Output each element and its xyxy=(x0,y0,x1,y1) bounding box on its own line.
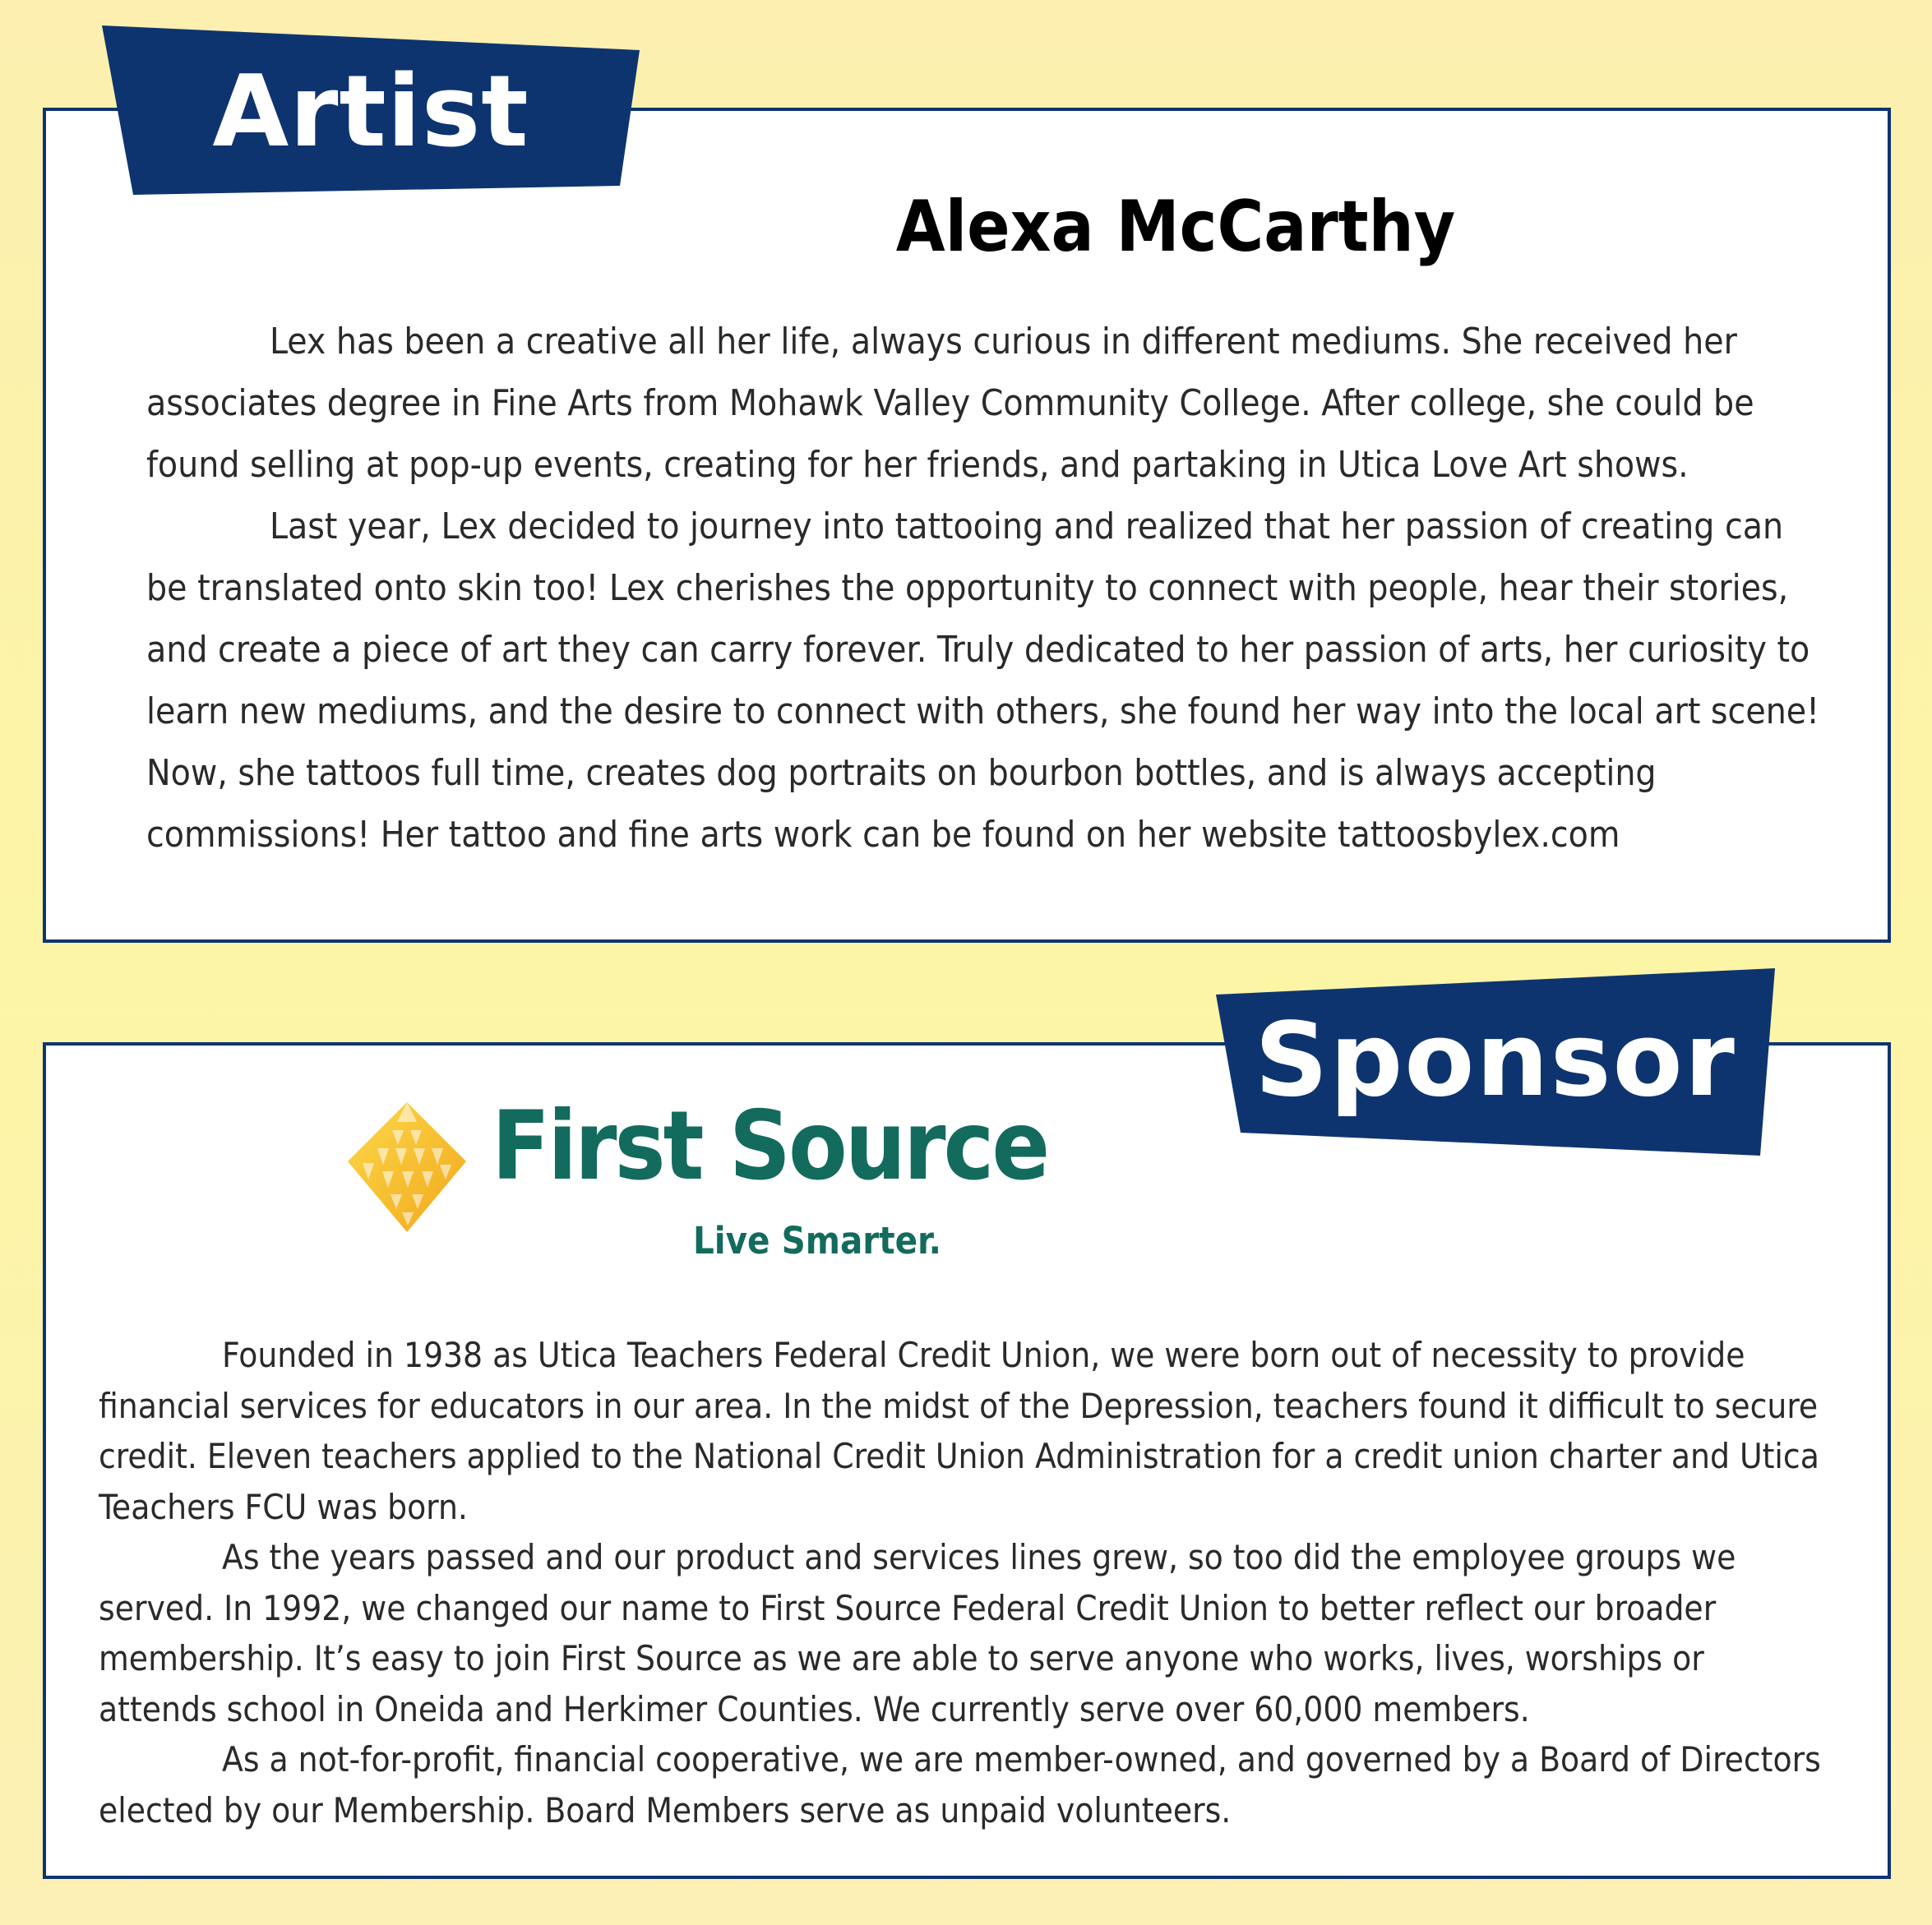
logo-name: First Source xyxy=(492,1091,1048,1202)
logo-tagline: Live Smarter. xyxy=(693,1219,941,1263)
first-source-logo xyxy=(341,1091,1048,1266)
sponsor-banner-label: Sponsor xyxy=(1255,1001,1736,1119)
sponsor-banner xyxy=(1216,968,1775,1156)
diamond-pyramid-icon xyxy=(341,1097,473,1237)
artist-bio xyxy=(146,311,1823,866)
sponsor-bio-paragraph: Founded in 1938 as Utica Teachers Federal Credit Union, we were born out of necessity to provide financial services for educators in our area. In the midst of the Depression, teachers found it difficult to secure credit. Eleven teachers applied to the National Credit Union Administration for a credit union charter and Utica Teachers FCU was born. xyxy=(99,1335,1819,1527)
sponsor-bio-paragraph: As a not-for-profit, financial cooperative, we are member-owned, and governed by a Board of Directors elected by our Membership. Board Members serve as unpaid volunteers. xyxy=(99,1739,1821,1830)
sponsor-bio-paragraph: As the years passed and our product and services lines grew, so too did the employee groups we served. In 1992, we changed our name to First Source Federal Credit Union to better reflect our broader membership. It’s easy to join First Source as we are able to serve anyone who works, lives, worships or attends school in Oneida and Herkimer Counties. We currently serve over 60,000 members. xyxy=(99,1537,1736,1729)
artist-banner-label: Artist xyxy=(212,55,529,169)
artist-banner xyxy=(102,25,640,195)
sponsor-bio xyxy=(99,1330,1825,1835)
artist-bio-paragraph: Lex has been a creative all her life, always curious in different mediums. She received her associates degree in Fine Arts from Mohawk Valley Community College. After college, she could be found selling at pop-up events, creating for her friends, and partaking in Utica Love Art shows. xyxy=(146,321,1754,486)
artist-bio-paragraph: Last year, Lex decided to journey into tattooing and realized that her passion of creating can be translated onto skin too! Lex cherishes the opportunity to connect with people, hear their stories, and create a piece of art they can carry forever. Truly dedicated to her passion of arts, her curiosity to learn new mediums, and the desire to connect with others, she found her way into the local art scene! Now, she tattoos full time, creates dog portraits on bourbon bottles, and is always accepting commissions! Her tattoo and fine arts work can be found on her website tattoosbylex.com xyxy=(146,505,1819,856)
artist-name: Alexa McCarthy xyxy=(895,186,1456,268)
